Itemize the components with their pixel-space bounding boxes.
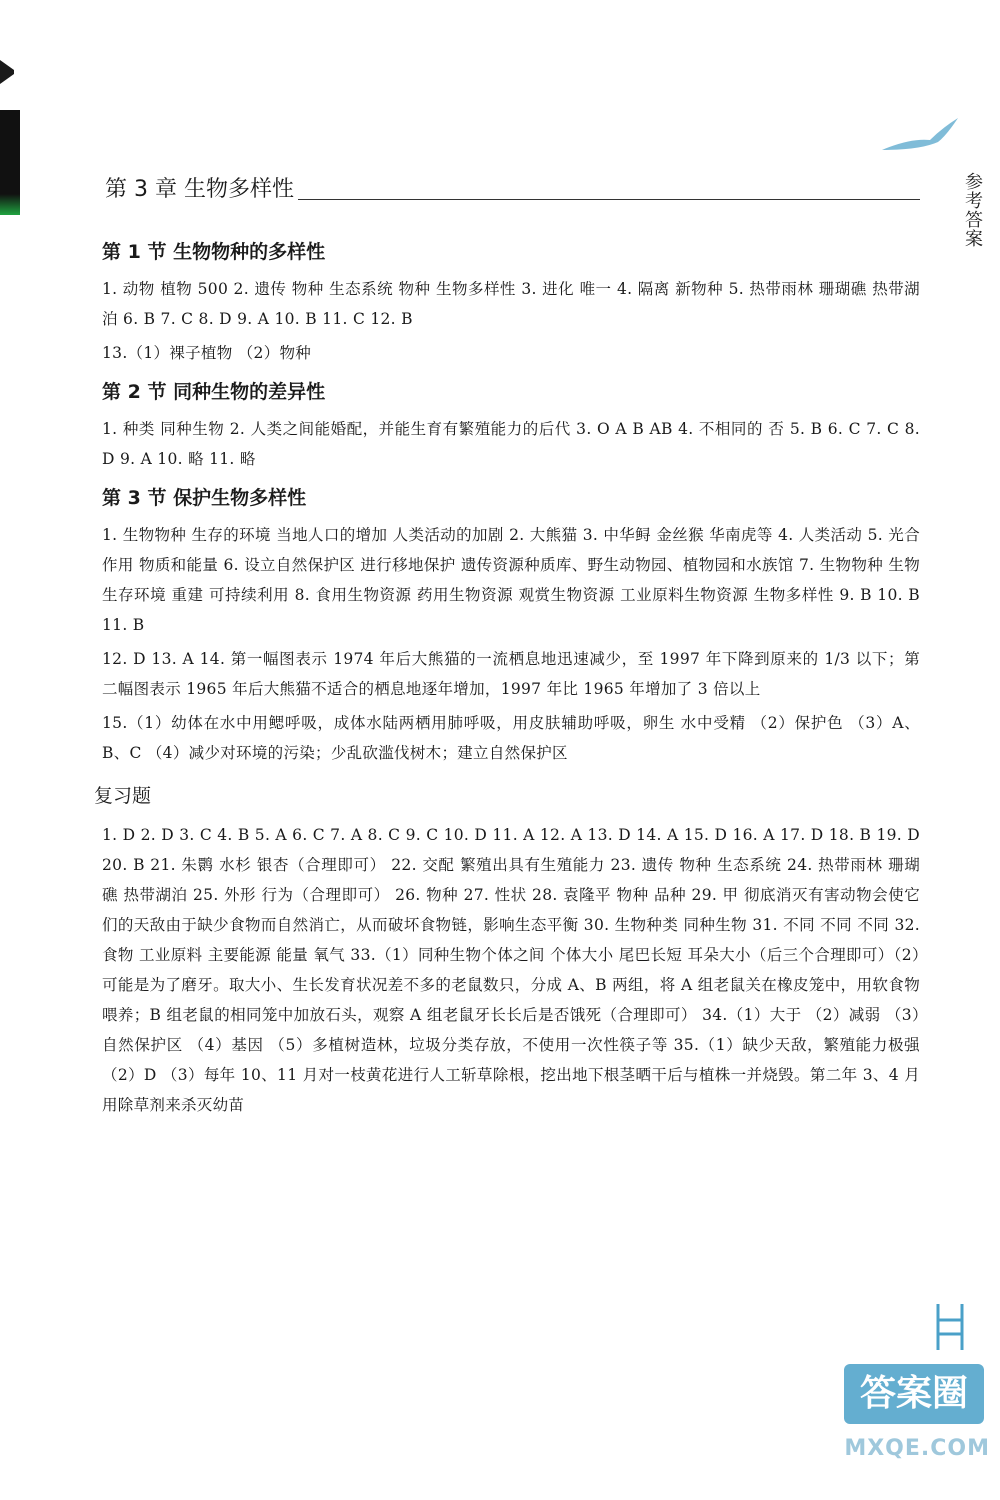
answer-content: [90, 228, 920, 1124]
chapter-header: [105, 172, 920, 203]
section-title: 第 2 节 同种生物的差异性: [102, 381, 326, 403]
ladder-decoration-icon: [932, 1302, 968, 1352]
page-edge-mark: [0, 60, 16, 84]
answer-paragraph: 1. D 2. D 3. C 4. B 5. A 6. C 7. A 8. C 9. C 10. D 11. A 12. A 13. D 14. A 15. D 16. A 17. D 18. B 19. D 20. B 21. 朱鹮 水杉 银杏（合理即可） 22. 交配 繁殖出具有生殖能力 23. 遗传 物种 生态系统 24. 热带雨林 珊瑚礁 热带湖泊 25. 外形 行为（合理即可） 26. 物种 27. 性状 28. 袁隆平 物种 品种 29. 甲 彻底消灭有害动物会使它们的天敌由于缺少食物而自然消亡，从而破坏食物链，影响生态平衡 30. 生物种类 同种生物 31. 不同 不同 不同 32. 食物 工业原料 主要能源 能量 氧气 33.（1）同种生物个体之间 个体大小 尾巴长短 耳朵大小（后三个合理即可）（2）可能是为了磨牙。取大小、生长发育状况差不多的老鼠数只，分成 A、B 两组，将 A 组老鼠关在橡皮笼中，用软食物喂养；B 组老鼠的相同笼中加放石头，观察 A 组老鼠牙长长后是否饿死（合理即可） 34.（1）大于 （2）减弱 （3）自然保护区 （4）基因 （5）多植树造林，垃圾分类存放，不使用一次性筷子等 35.（1）缺少天敌，繁殖能力极强 （2）D （3）每年 10、11 月对一枝黄花进行人工斩草除根，挖出地下根茎晒干后与植株一并烧毁。第二年 3、4 月用除草剂来杀灭幼苗: [102, 826, 920, 1114]
answer-paragraph: 13.（1）裸子植物 （2）物种: [102, 344, 312, 362]
answer-paragraph: 1. 动物 植物 500 2. 遗传 物种 生态系统 物种 生物多样性 3. 进化 唯一 4. 隔离 新物种 5. 热带雨林 珊瑚礁 热带湖泊 6. B 7. C 8. D 9. A 10. B 11. C 12. B: [102, 280, 920, 328]
chapter-rule: [298, 199, 920, 200]
answer-paragraph: 1. 生物物种 生存的环境 当地人口的增加 人类活动的加剧 2. 大熊猫 3. 中华鲟 金丝猴 华南虎等 4. 人类活动 5. 光合作用 物质和能量 6. 设立自然保护区 进行移地保护 遗传资源种质库、野生动物园、植物园和水族馆 7. 生物物种 生物生存环境 重建 可持续利用 8. 食用生物资源 药用生物资源 观赏生物资源 工业原料生物资源 生物多样性 9. B 10. B 11. B: [102, 526, 920, 634]
review-section: [90, 782, 920, 1120]
side-tab-answers: 参考答案: [962, 172, 983, 248]
section-title: 第 1 节 生物物种的多样性: [102, 241, 326, 263]
page-edge-bar: [0, 110, 20, 215]
section-1: [90, 238, 920, 368]
answer-paragraph: 15.（1）幼体在水中用鳃呼吸，成体水陆两栖用肺呼吸，用皮肤辅助呼吸，卵生 水中受精 （2）保护色 （3）A、B、C （4）减少对环境的污染；少乱砍滥伐树木；建立自然保护区: [102, 714, 920, 762]
watermark: [844, 1364, 994, 1494]
watermark-logo: 答案圈: [844, 1364, 984, 1424]
section-2: [90, 378, 920, 474]
review-title: 复习题: [94, 785, 152, 807]
section-3: [90, 484, 920, 768]
section-title: 第 3 节 保护生物多样性: [102, 487, 307, 509]
bird-decoration-icon: [880, 110, 960, 160]
watermark-url: MXQE.COM: [844, 1436, 990, 1461]
answer-paragraph: 1. 种类 同种生物 2. 人类之间能婚配，并能生育有繁殖能力的后代 3. O A B AB 4. 不相同的 否 5. B 6. C 7. C 8. D 9. A 10. 略 11. 略: [102, 420, 920, 468]
chapter-title: 第 3 章 生物多样性: [105, 177, 294, 202]
answer-paragraph: 12. D 13. A 14. 第一幅图表示 1974 年后大熊猫的一流栖息地迅速减少，至 1997 年下降到原来的 1/3 以下；第二幅图表示 1965 年后大熊猫不适合的栖息地逐年增加，1997 年比 1965 年增加了 3 倍以上: [102, 650, 920, 698]
